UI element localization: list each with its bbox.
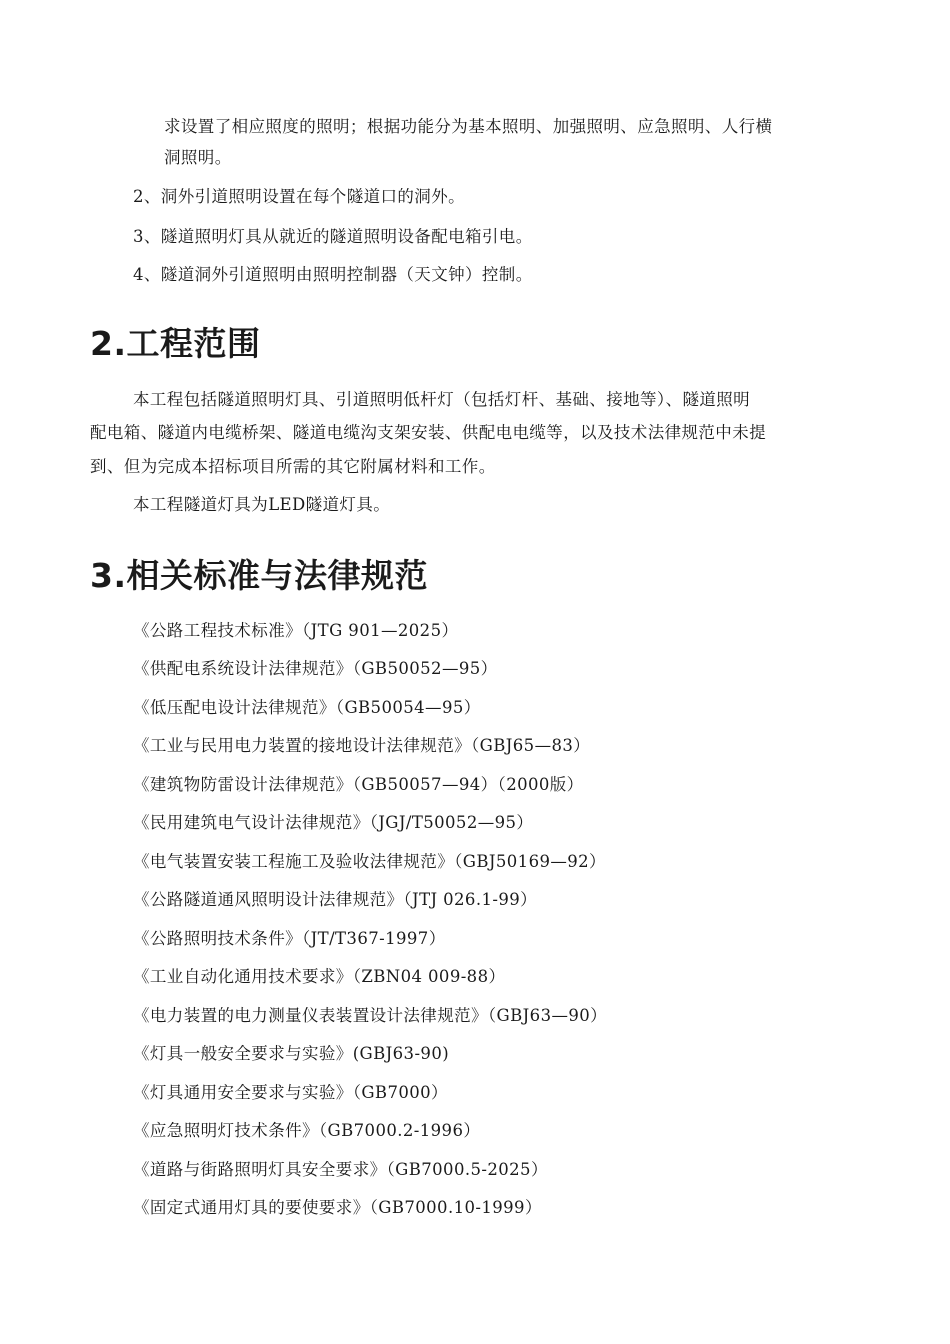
reference-item: 《工业自动化通用技术要求》（ZBN04 009-88） (133, 967, 506, 986)
reference-item: 《建筑物防雷设计法律规范》（GB50057—94）（2000版） (133, 775, 584, 794)
reference-item: 《民用建筑电气设计法律规范》（JGJ/T50052—95） (133, 813, 534, 832)
reference-item: 《供配电系统设计法律规范》（GB50052—95） (133, 659, 498, 678)
section-2-para-1-line-1: 本工程包括隧道照明灯具、引道照明低杆灯（包括灯杆、基础、接地等）、隧道照明 (133, 390, 751, 409)
intro-line-1: 求设置了相应照度的照明；根据功能分为基本照明、加强照明、应急照明、人行横 (164, 117, 773, 136)
reference-item: 《道路与街路照明灯具安全要求》（GB7000.5-2025） (133, 1160, 548, 1179)
reference-item: 《公路工程技术标准》（JTG 901—2025） (133, 621, 459, 640)
intro-line-2: 洞照明。 (164, 148, 232, 167)
reference-item: 《灯具通用安全要求与实验》（GB7000） (133, 1083, 448, 1102)
reference-item: 《公路隧道通风照明设计法律规范》（JTJ 026.1-99） (133, 890, 538, 909)
section-3-heading: 3.相关标准与法律规范 (90, 556, 428, 595)
reference-item: 《电力装置的电力测量仪表装置设计法律规范》（GBJ63—90） (133, 1006, 608, 1025)
section-2-para-2: 本工程隧道灯具为LED隧道灯具。 (133, 495, 391, 514)
intro-item-2: 2、洞外引道照明设置在每个隧道口的洞外。 (133, 187, 465, 206)
reference-item: 《工业与民用电力装置的接地设计法律规范》（GBJ65—83） (133, 736, 591, 755)
reference-item: 《电气装置安装工程施工及验收法律规范》（GBJ50169—92） (133, 852, 606, 871)
reference-item: 《应急照明灯技术条件》（GB7000.2-1996） (133, 1121, 481, 1140)
section-2-heading: 2.工程范围 (90, 324, 261, 363)
reference-item: 《低压配电设计法律规范》（GB50054—95） (133, 698, 481, 717)
reference-item: 《灯具一般安全要求与实验》(GBJ63-90) (133, 1044, 450, 1063)
intro-item-4: 4、隧道洞外引道照明由照明控制器（天文钟）控制。 (133, 265, 533, 284)
reference-item: 《固定式通用灯具的要使要求》（GB7000.10-1999） (133, 1198, 542, 1217)
intro-item-3: 3、隧道照明灯具从就近的隧道照明设备配电箱引电。 (133, 227, 533, 246)
section-2-para-1-line-2: 配电箱、隧道内电缆桥架、隧道电缆沟支架安装、供配电电缆等，以及技术法律规范中未提 (90, 423, 766, 442)
reference-item: 《公路照明技术条件》（JT/T367-1997） (133, 929, 446, 948)
section-2-para-1-line-3: 到、但为完成本招标项目所需的其它附属材料和工作。 (90, 457, 496, 476)
